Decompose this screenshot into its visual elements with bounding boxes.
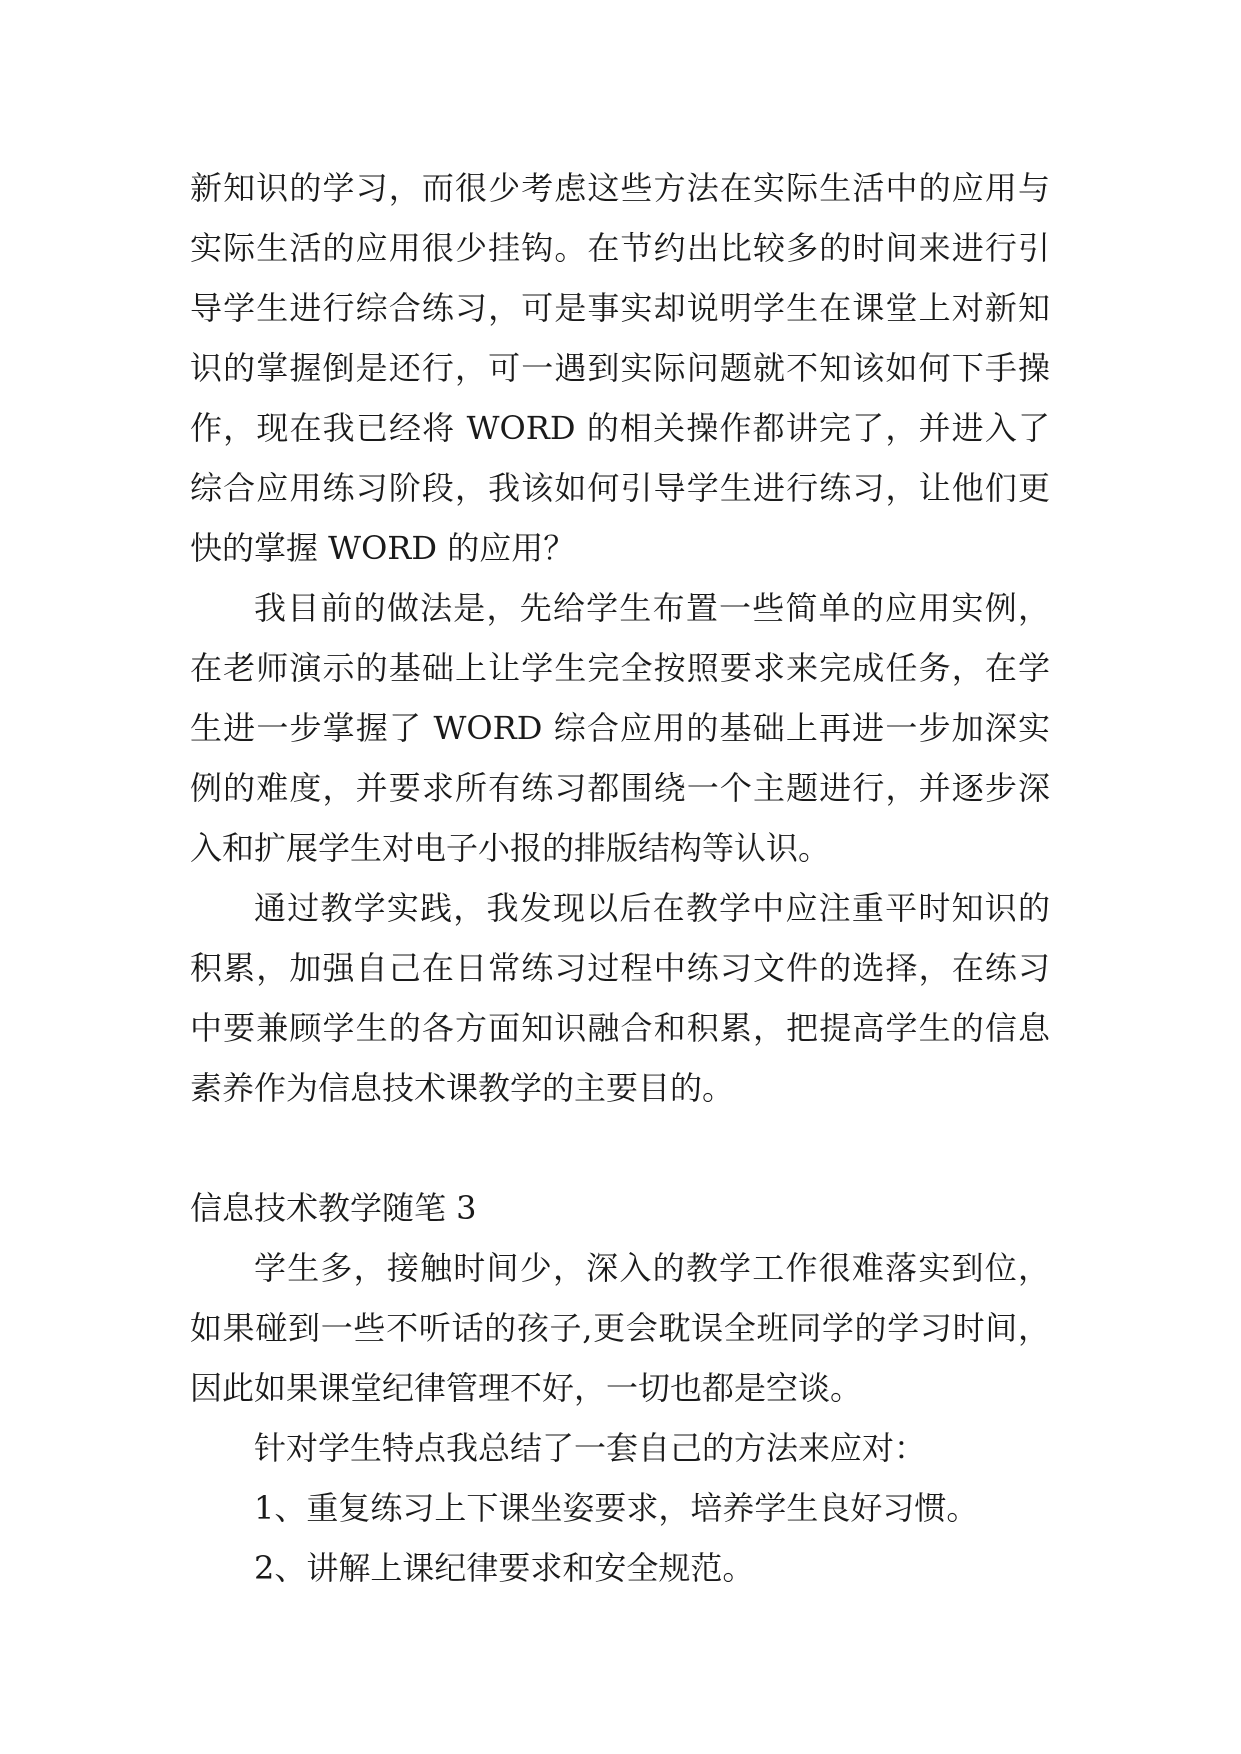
section-title: 信息技术教学随笔 3 [190,1189,477,1227]
document-body [190,158,1050,1598]
paragraph-current-method: 我目前的做法是，先给学生布置一些简单的应用实例，在老师演示的基础上让学生完全按照要求来完成任务，在学生进一步掌握了 WORD 综合应用的基础上再进一步加深实例的难度，并要求所有练习都围绕一个主题进行，并逐步深入和扩展学生对电子小报的排版结构等认识。 [190,589,1050,867]
paragraph-class-discipline: 学生多，接触时间少，深入的教学工作很难落实到位，如果碰到一些不听话的孩子,更会耽误全班同学的学习时间，因此如果课堂纪律管理不好，一切也都是空谈。 [190,1249,1050,1407]
paragraph-methods-intro: 针对学生特点我总结了一套自己的方法来应对： [254,1429,927,1467]
list-item-1: 1、重复练习上下课坐姿要求，培养学生良好习惯。 [254,1489,979,1527]
list-item-2: 2、讲解上课纪律要求和安全规范。 [254,1549,755,1587]
paragraph-continuation: 新知识的学习，而很少考虑这些方法在实际生活中的应用与实际生活的应用很少挂钩。在节约出比较多的时间来进行引导学生进行综合练习，可是事实却说明学生在课堂上对新知识的掌握倒是还行，可一遇到实际问题就不知该如何下手操作，现在我已经将 WORD 的相关操作都讲完了，并进入了综合应用练习阶段，我该如何引导学生进行练习，让他们更快的掌握 WORD 的应用？ [190,169,1050,567]
paragraph-teaching-practice: 通过教学实践，我发现以后在教学中应注重平时知识的积累，加强自己在日常练习过程中练习文件的选择，在练习中要兼顾学生的各方面知识融合和积累，把提高学生的信息素养作为信息技术课教学的主要目的。 [190,889,1050,1107]
